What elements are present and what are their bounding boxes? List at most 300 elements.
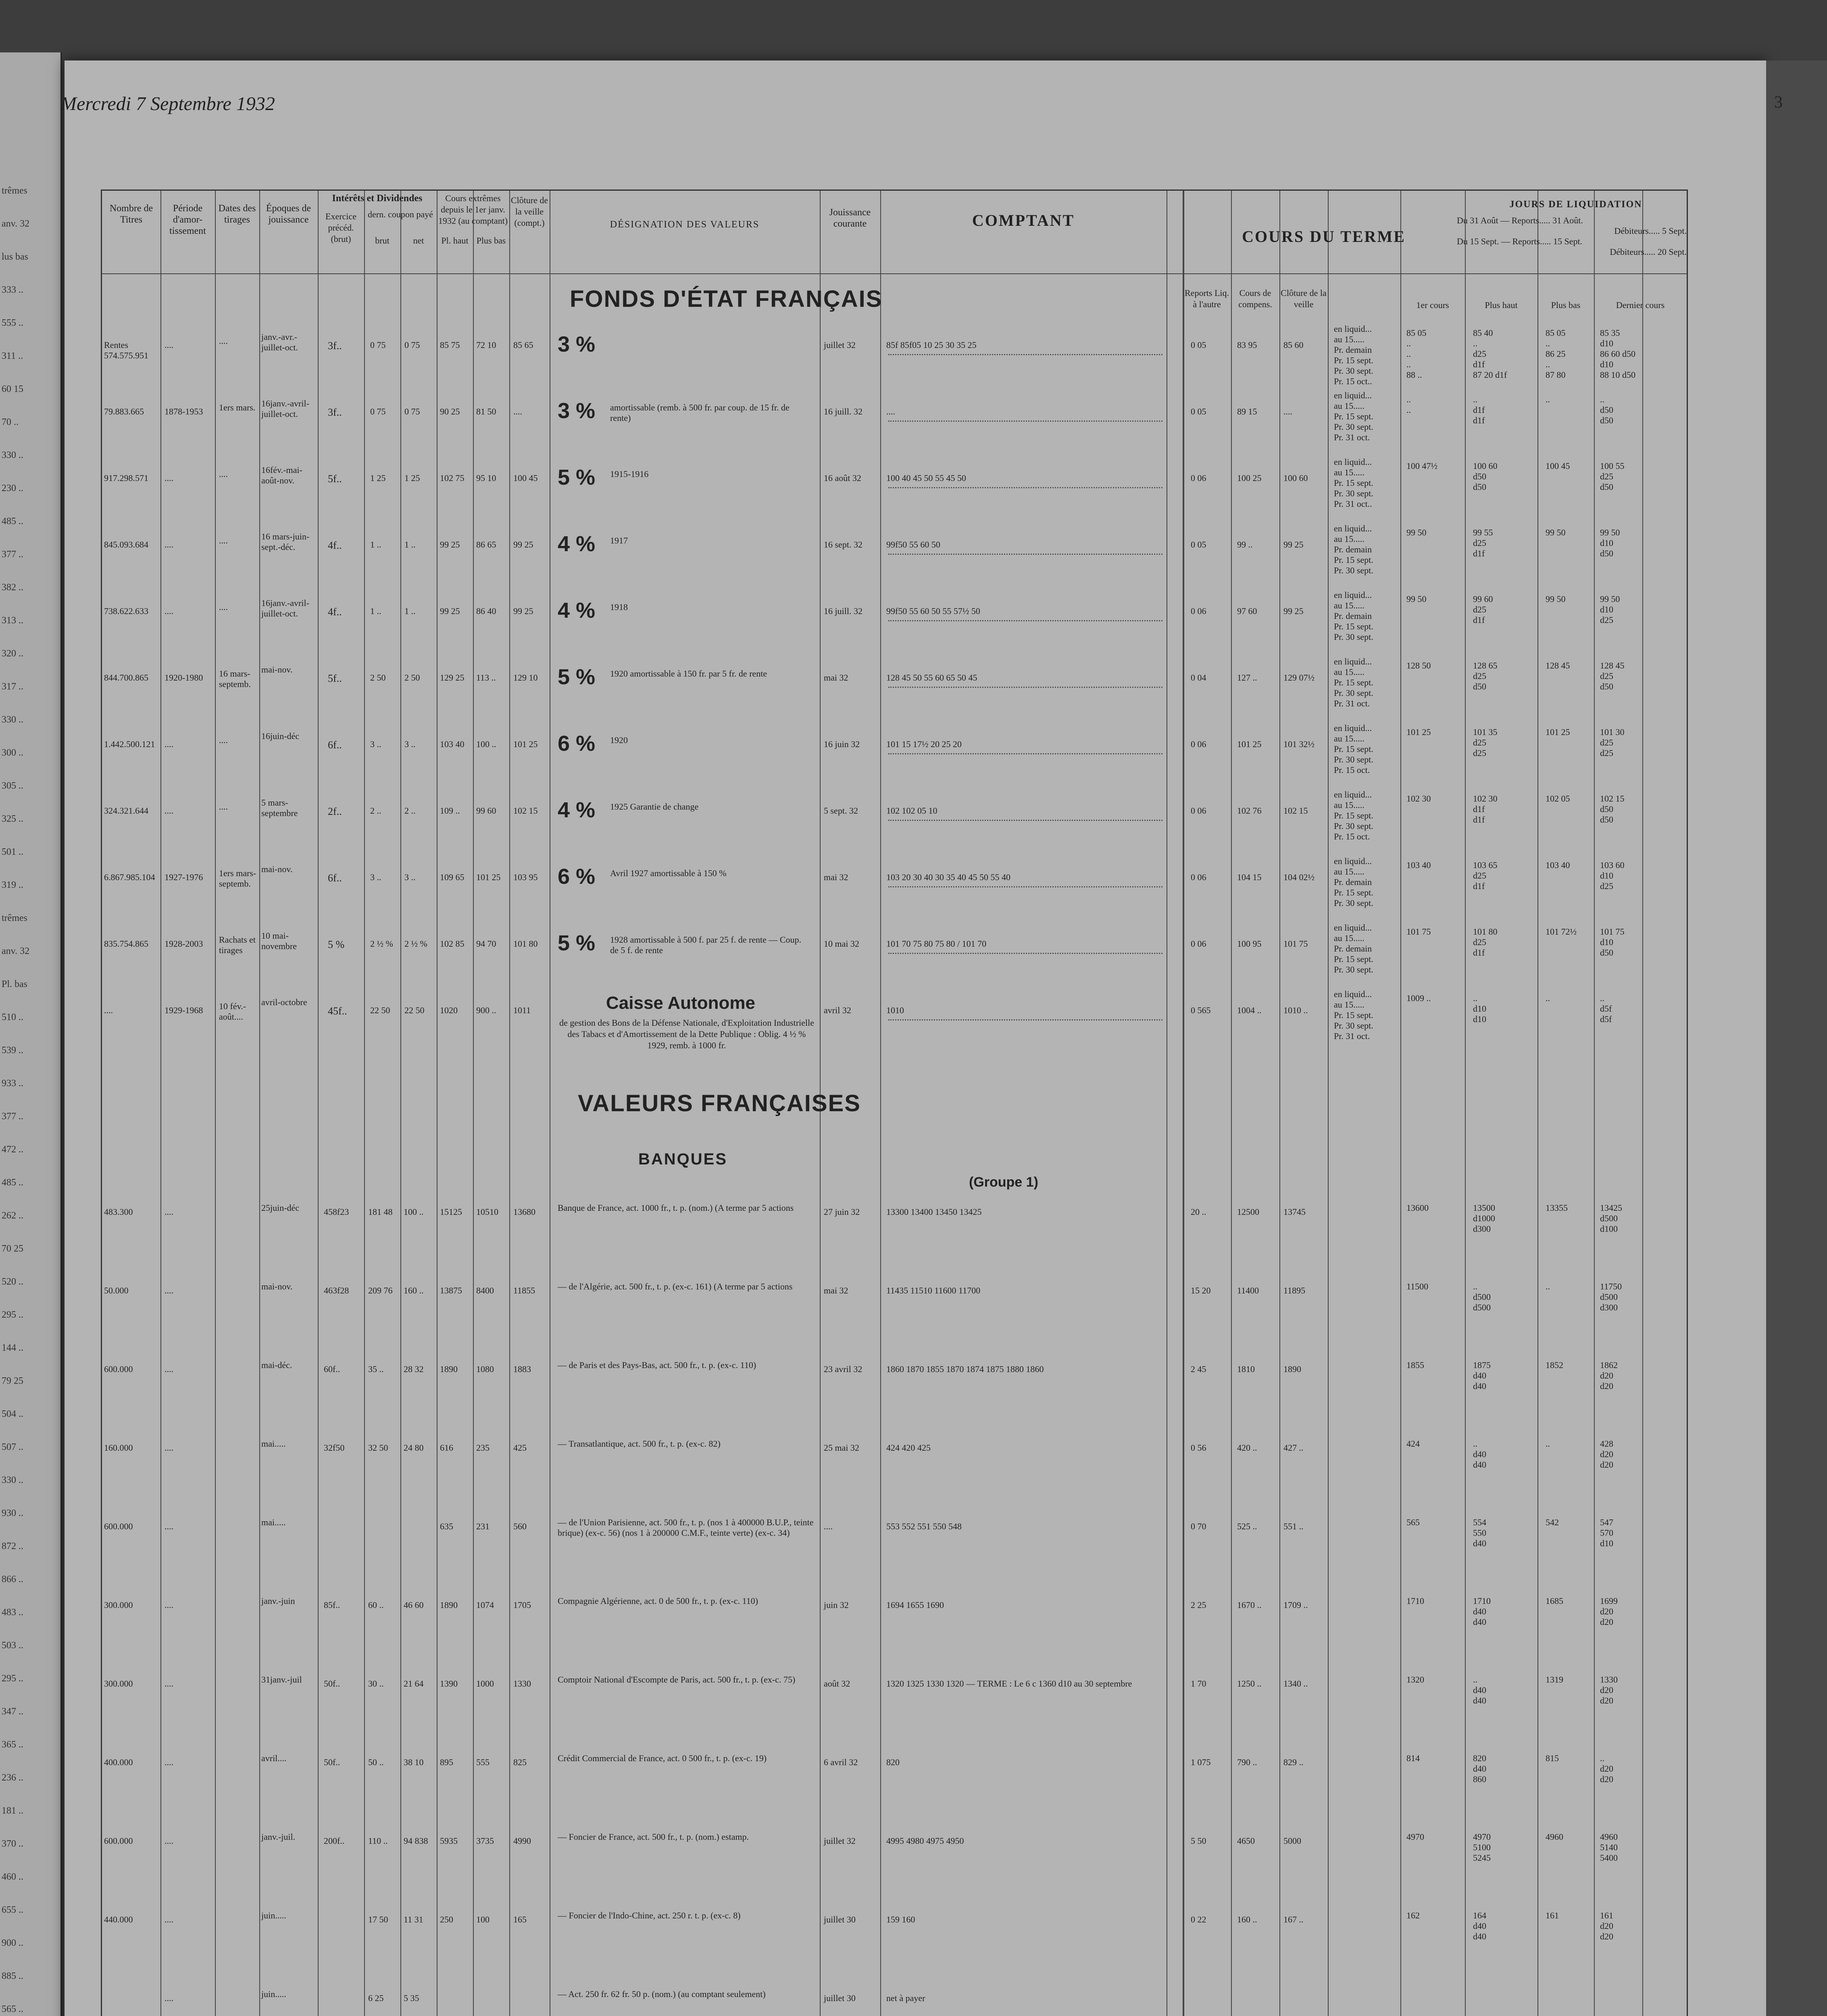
rente-row: [102, 523, 1687, 588]
coupon-net: 24 80: [404, 1443, 424, 1453]
cours-plus-bas: 8400: [476, 1285, 494, 1295]
premier-cours: 101 75: [1406, 927, 1431, 937]
plus-haut-terme: .. d10 d10: [1473, 993, 1486, 1024]
dernier-cours: 128 45 d25 d50: [1600, 660, 1625, 691]
exercice-precedent: 5f..: [328, 673, 342, 684]
exercice-precedent: 200f..: [324, 1836, 345, 1846]
periode-amortissement: ....: [165, 1207, 173, 1217]
exercice-precedent: 4f..: [328, 606, 342, 618]
coupon-brut: 32 50: [368, 1443, 388, 1453]
epoque-jouissance: 10 mai-novembre: [261, 931, 297, 951]
plus-bas-terme: 100 45: [1546, 461, 1570, 471]
cours-plus-haut: 90 25: [440, 406, 460, 417]
previous-page-fragment: 317 ..: [2, 681, 23, 692]
cours-plus-haut: 109 65: [440, 872, 465, 882]
jouissance-courante: 27 juin 32: [824, 1207, 860, 1217]
reports: 0 05: [1191, 406, 1206, 417]
reports: 0 05: [1191, 539, 1206, 550]
dates-tirages: ....: [219, 469, 228, 479]
cours-compens: 89 15: [1237, 406, 1257, 417]
previous-page-fragment: 330 ..: [2, 450, 23, 460]
cours-compens: 4650: [1237, 1836, 1255, 1846]
premier-cours: 103 40: [1406, 860, 1431, 870]
periode-amortissement: ....: [165, 606, 173, 616]
nombre-titres: 79.883.665: [104, 406, 144, 417]
terme-echeances: en liquid... au 15..... Pr. 15 sept. Pr. 30 sept. Pr. 15 oct.: [1334, 723, 1373, 775]
epoque-jouissance: 31janv.-juil: [261, 1674, 302, 1685]
cours-plus-haut: 1890: [440, 1364, 458, 1374]
coupon-net: 2 ½ %: [404, 939, 427, 949]
periode-amortissement: 1920-1980: [165, 673, 203, 683]
coupon-net: 1 ..: [404, 539, 416, 550]
header-plus-bas: Plus bas: [476, 235, 506, 246]
reports: 0 70: [1191, 1521, 1206, 1531]
dernier-cours: 1699 d20 d20: [1600, 1596, 1618, 1627]
comptant-cours: 159 160: [886, 1914, 915, 1924]
coupon-net: 46 60: [404, 1600, 424, 1610]
periode-amortissement: ....: [165, 539, 173, 550]
rente-taux: 5 %: [558, 465, 596, 489]
coupon-brut: 0 75: [370, 406, 386, 417]
header-premier-cours: 1er cours: [1416, 300, 1449, 310]
nombre-titres: 917.298.571: [104, 473, 148, 483]
periode-amortissement: ....: [165, 1600, 173, 1610]
cours-plus-bas: 72 10: [476, 340, 496, 350]
previous-page-fragment: 70 ..: [2, 417, 19, 427]
coupon-net: 1 25: [404, 473, 420, 483]
premier-cours: 565: [1406, 1517, 1420, 1527]
plus-bas-terme: ..: [1546, 993, 1550, 1003]
banque-row: [102, 1348, 1687, 1425]
previous-page-fragment: 555 ..: [2, 318, 23, 328]
section-valeurs-francaises: VALEURS FRANÇAISES: [578, 1090, 861, 1116]
cours-plus-haut: 1390: [440, 1679, 458, 1689]
terme-echeances: en liquid... au 15..... Pr. demain Pr. 15 sept. Pr. 30 sept. Pr. 15 oct..: [1334, 324, 1373, 386]
plus-bas-terme: 1685: [1546, 1596, 1563, 1606]
header-designation: DÉSIGNATION DES VALEURS: [610, 219, 760, 230]
plus-bas-terme: 13355: [1546, 1203, 1568, 1213]
epoque-jouissance: 16 mars-juin-sept.-déc.: [261, 531, 310, 552]
dates-tirages: 10 fév.-août....: [219, 1001, 246, 1022]
coupon-net: 1 ..: [404, 606, 416, 616]
plus-bas-terme: 542: [1546, 1517, 1559, 1527]
coupon-brut: 22 50: [370, 1005, 390, 1015]
cloture-veille: 825: [513, 1757, 527, 1767]
exercice-precedent: 45f..: [328, 1005, 347, 1017]
terme-echeances: en liquid... au 15..... Pr. demain Pr. 15 sept. Pr. 30 sept.: [1334, 590, 1373, 642]
jouissance-courante: 16 juin 32: [824, 739, 860, 749]
cours-plus-bas: 231: [476, 1521, 490, 1531]
banque-row: [102, 1662, 1687, 1739]
designation: — de l'Algérie, act. 500 fr., t. p. (ex-c. 161) (A terme par 5 actions: [558, 1281, 793, 1291]
cours-compens: 525 ..: [1237, 1521, 1257, 1531]
plus-haut-terme: 99 60 d25 d1f: [1473, 594, 1493, 625]
previous-page-fragment: 325 ..: [2, 814, 23, 824]
cloture-veille-terme: ....: [1283, 406, 1292, 417]
terme-echeances: en liquid... au 15..... Pr. 15 sept. Pr. 30 sept. Pr. 31 oct.: [1334, 989, 1373, 1041]
rente-taux: 6 %: [558, 864, 596, 889]
rente-taux: 4 %: [558, 598, 596, 623]
cloture-veille-terme: 102 15: [1283, 806, 1308, 816]
exercice-precedent: 2f..: [328, 806, 342, 817]
dates-tirages: ....: [219, 602, 228, 612]
rente-taux: 3 %: [558, 332, 596, 356]
reports: 0 06: [1191, 872, 1206, 882]
cours-plus-bas: 3735: [476, 1836, 494, 1846]
cloture-veille: 102 15: [513, 806, 538, 816]
comptant-cours: 99f50 55 60 50 55 57½ 50: [886, 606, 980, 616]
reports: 0 06: [1191, 739, 1206, 749]
cloture-veille: 1705: [513, 1600, 531, 1610]
nombre-titres: 324.321.644: [104, 806, 148, 816]
premier-cours: 85 05 .. .. .. 88 ..: [1406, 328, 1427, 380]
jouissance-courante: juillet 30: [824, 1993, 856, 2003]
header-plus-bas-terme: Plus bas: [1551, 300, 1581, 310]
cours-plus-bas: 100: [476, 1914, 490, 1924]
cours-plus-haut: 1890: [440, 1600, 458, 1610]
cours-plus-bas: 900 ..: [476, 1005, 496, 1015]
previous-page-fragment: 930 ..: [2, 1508, 23, 1518]
premier-cours: 1320: [1406, 1674, 1424, 1685]
premier-cours: 102 30: [1406, 793, 1431, 804]
cours-plus-bas: 81 50: [476, 406, 496, 417]
periode-amortissement: 1929-1968: [165, 1005, 203, 1015]
epoque-jouissance: mai.....: [261, 1439, 286, 1449]
previous-page-fragment: 320 ..: [2, 648, 23, 659]
cours-plus-haut: 99 25: [440, 606, 460, 616]
jouissance-courante: juillet 32: [824, 1836, 856, 1846]
cours-compens: 1810: [1237, 1364, 1255, 1374]
comptant-cours: 100 40 45 50 55 45 50: [886, 473, 966, 483]
epoque-jouissance: 25juin-déc: [261, 1203, 300, 1213]
cloture-veille: 101 25: [513, 739, 538, 749]
plus-bas-terme: 815: [1546, 1753, 1559, 1763]
cours-compens: 160 ..: [1237, 1914, 1257, 1924]
cours-compens: 104 15: [1237, 872, 1262, 882]
plus-haut-terme: 102 30 d1f d1f: [1473, 793, 1498, 825]
coupon-net: 5 35: [404, 1993, 419, 2003]
cours-plus-bas: 99 60: [476, 806, 496, 816]
nombre-titres: 50.000: [104, 1285, 129, 1295]
previous-page-fragment: 262 ..: [2, 1210, 23, 1221]
page-edge-right: [1766, 60, 1827, 2016]
cloture-veille: 165: [513, 1914, 527, 1924]
designation: Compagnie Algérienne, act. 0 de 500 fr., t. p. (ex-c. 110): [558, 1596, 758, 1606]
coupon-brut: 2 ½ %: [370, 939, 393, 949]
nombre-titres: ....: [104, 1005, 113, 1015]
cours-compens: 83 95: [1237, 340, 1257, 350]
premier-cours: 424: [1406, 1439, 1420, 1449]
liquidation-line-2: Débiteurs..... 5 Sept.: [1614, 226, 1687, 236]
header-cours-du-terme: COURS DU TERME: [1242, 227, 1406, 246]
banque-row: [102, 1820, 1687, 1896]
plus-haut-terme: 4970 5100 5245: [1473, 1832, 1491, 1863]
header-cloture-veille-terme: Clôture de la veille: [1281, 288, 1327, 309]
cours-plus-bas: 10510: [476, 1207, 498, 1217]
designation: 1920: [610, 735, 628, 745]
terme-echeances: en liquid... au 15..... Pr. 15 sept. Pr. 30 sept. Pr. 31 oct.: [1334, 390, 1373, 442]
epoque-jouissance: 16fév.-mai-août-nov.: [261, 465, 302, 485]
previous-page-fragment: 230 ..: [2, 483, 23, 494]
comptant-cours: 99f50 55 60 50: [886, 539, 940, 550]
rente-taux: 5 %: [558, 931, 596, 955]
cloture-veille: 101 80: [513, 939, 538, 949]
header-cours-compens: Cours de compens.: [1238, 288, 1272, 309]
cloture-veille: 1011: [513, 1005, 531, 1015]
previous-page-fragment: 295 ..: [2, 1310, 23, 1320]
plus-haut-terme: .. d500 d500: [1473, 1281, 1491, 1312]
plus-haut-terme: 1875 d40 d40: [1473, 1360, 1491, 1391]
dernier-cours: 101 30 d25 d25: [1600, 727, 1625, 758]
coupon-net: 22 50: [404, 1005, 425, 1015]
comptant-cours: 553 552 551 550 548: [886, 1521, 962, 1531]
nombre-titres: 160.000: [104, 1443, 133, 1453]
cours-compens: 127 ..: [1237, 673, 1257, 683]
previous-page-fragment: 295 ..: [2, 1673, 23, 1684]
rente-taux: 4 %: [558, 532, 596, 556]
cours-plus-haut: 102 75: [440, 473, 465, 483]
cours-compens: 420 ..: [1237, 1443, 1257, 1453]
plus-haut-terme: 13500 d1000 d300: [1473, 1203, 1495, 1234]
dernier-cours: 85 35 d10 86 60 d50 d10 88 10 d50: [1600, 328, 1635, 380]
previous-page-fragment: 503 ..: [2, 1640, 23, 1651]
rente-taux: 5 %: [558, 665, 596, 689]
previous-page-fragment: 181 ..: [2, 1806, 23, 1816]
header-nombre-titres: Nombre de Titres: [109, 203, 153, 225]
header-net: net: [413, 235, 424, 246]
periode-amortissement: ....: [165, 1914, 173, 1924]
dates-tirages: ....: [219, 802, 228, 812]
cloture-veille: 100 45: [513, 473, 538, 483]
epoque-jouissance: janv.-juin: [261, 1596, 295, 1606]
cours-plus-bas: 555: [476, 1757, 490, 1767]
reports: 0 06: [1191, 606, 1206, 616]
header-comptant: COMPTANT: [972, 211, 1075, 229]
premier-cours: 162: [1406, 1910, 1420, 1920]
cloture-veille-terme: 167 ..: [1283, 1914, 1304, 1924]
plus-bas-terme: ..: [1546, 1281, 1550, 1291]
jouissance-courante: avril 32: [824, 1005, 851, 1015]
periode-amortissement: 1927-1976: [165, 872, 203, 882]
previous-page-fragment: 319 ..: [2, 880, 23, 890]
dernier-cours: 1330 d20 d20: [1600, 1674, 1618, 1706]
jouissance-courante: ....: [824, 1521, 833, 1531]
previous-page-edge: [0, 52, 62, 2016]
nombre-titres: 300.000: [104, 1679, 133, 1689]
cours-plus-haut: 103 40: [440, 739, 465, 749]
nombre-titres: 483.300: [104, 1207, 133, 1217]
terme-echeances: en liquid... au 15..... Pr. demain Pr. 15 sept. Pr. 30 sept.: [1334, 856, 1373, 908]
epoque-jouissance: janv.-juil.: [261, 1832, 296, 1842]
terme-echeances: en liquid... au 15..... Pr. demain Pr. 15 sept. Pr. 30 sept.: [1334, 523, 1373, 575]
cloture-veille-terme: 13745: [1283, 1207, 1306, 1217]
groupe-label: (Groupe 1): [969, 1175, 1038, 1190]
dernier-cours: 99 50 d10 d25: [1600, 594, 1620, 625]
cours-plus-bas: 101 25: [476, 872, 501, 882]
periode-amortissement: ....: [165, 473, 173, 483]
header-plus-haut-terme: Plus haut: [1485, 300, 1518, 310]
plus-haut-terme: .. d40 d40: [1473, 1674, 1486, 1706]
quotation-table: [101, 190, 1688, 2016]
section-fonds-etat: FONDS D'ÉTAT FRANÇAIS: [570, 286, 883, 312]
premier-cours: 99 50: [1406, 527, 1427, 537]
jouissance-courante: 25 mai 32: [824, 1443, 859, 1453]
exercice-precedent: 85f..: [324, 1600, 340, 1610]
banque-row: [102, 1269, 1687, 1346]
reports: 0 22: [1191, 1914, 1206, 1924]
coupon-brut: 35 ..: [368, 1364, 384, 1374]
reports: 0 06: [1191, 806, 1206, 816]
designation: Crédit Commercial de France, act. 0 500 fr., t. p. (ex-c. 19): [558, 1753, 767, 1763]
jouissance-courante: 23 avril 32: [824, 1364, 862, 1374]
terme-echeances: en liquid... au 15..... Pr. 15 sept. Pr. 30 sept. Pr. 15 oct.: [1334, 789, 1373, 841]
epoque-jouissance: mai-nov.: [261, 1281, 293, 1291]
coupon-brut: 3 ..: [370, 872, 381, 882]
header-dates-tirages: Dates des tirages: [218, 203, 256, 225]
dernier-cours: .. d20 d20: [1600, 1753, 1613, 1784]
cours-compens: 100 95: [1237, 939, 1262, 949]
cloture-veille: 425: [513, 1443, 527, 1453]
cloture-veille-terme: 427 ..: [1283, 1443, 1304, 1453]
designation: 1928 amortissable à 500 f. par 25 f. de rente — Coup. de 5 f. de rente: [610, 935, 802, 955]
previous-page-fragment: 539 ..: [2, 1045, 23, 1056]
liquidation-line-1: Du 31 Août — Reports..... 31 Août.: [1457, 215, 1583, 225]
premier-cours: 101 25: [1406, 727, 1431, 737]
previous-page-fragment: 460 ..: [2, 1872, 23, 1882]
designation: — de l'Union Parisienne, act. 500 fr., t. p. (nos 1 à 400000 B.U.P., teinte brique) (ex-c. 56) (nos 1 à 200000 C.M.F., teinte verte) (ex-c. 34): [558, 1517, 814, 1538]
comptant-cours: 103 20 30 40 30 35 40 45 50 55 40: [886, 872, 1010, 882]
rente-taux: 6 %: [558, 731, 596, 756]
cours-plus-haut: 250: [440, 1914, 453, 1924]
cours-plus-bas: 1000: [476, 1679, 494, 1689]
plus-bas-terme: 103 40: [1546, 860, 1570, 870]
jouissance-courante: août 32: [824, 1679, 850, 1689]
epoque-jouissance: janv.-avr.-juillet-oct.: [261, 332, 298, 352]
exercice-precedent: 6f..: [328, 872, 342, 884]
nombre-titres: 738.622.633: [104, 606, 148, 616]
banque-row: [102, 1977, 1687, 2016]
reports: 20 ..: [1191, 1207, 1206, 1217]
reports: 15 20: [1191, 1285, 1211, 1295]
cloture-veille-terme: 1340 ..: [1283, 1679, 1308, 1689]
plus-haut-terme: 164 d40 d40: [1473, 1910, 1486, 1941]
designation: 1918: [610, 602, 628, 612]
section-caisse-autonome: Caisse Autonome: [606, 993, 756, 1013]
exercice-precedent: 458f23: [324, 1207, 349, 1217]
liquidation-line-3: Du 15 Sept. — Reports..... 15 Sept.: [1457, 236, 1583, 246]
dates-tirages: ....: [219, 735, 228, 745]
epoque-jouissance: juin.....: [261, 1989, 286, 1999]
rente-row: [102, 324, 1687, 388]
cours-compens: 1004 ..: [1237, 1005, 1262, 1015]
previous-page-fragment: 485 ..: [2, 1177, 23, 1188]
coupon-brut: 2 ..: [370, 806, 381, 816]
comptant-cours: 11435 11510 11600 11700: [886, 1285, 981, 1295]
epoque-jouissance: mai-nov.: [261, 864, 293, 874]
cours-plus-haut: 5935: [440, 1836, 458, 1846]
epoque-jouissance: 16janv.-avril-juillet-oct.: [261, 398, 309, 419]
reports: 2 45: [1191, 1364, 1206, 1374]
jouissance-courante: 16 août 32: [824, 473, 861, 483]
banque-row: [102, 1427, 1687, 1503]
previous-page-fragment: 144 ..: [2, 1343, 23, 1353]
section-banques: BANQUES: [638, 1150, 728, 1168]
cloture-veille-terme: 11895: [1283, 1285, 1306, 1295]
dernier-cours: .. d50 d50: [1600, 394, 1613, 425]
liquidation-line-4: Débiteurs..... 20 Sept.: [1610, 247, 1687, 257]
rente-row: [102, 856, 1687, 921]
cloture-veille-terme: 101 32½: [1283, 739, 1315, 749]
jouissance-courante: 5 sept. 32: [824, 806, 858, 816]
designation: 1925 Garantie de change: [610, 802, 699, 812]
previous-page-fragment: 236 ..: [2, 1772, 23, 1783]
coupon-net: 0 75: [404, 406, 420, 417]
reports: 0 05: [1191, 340, 1206, 350]
previous-page-fragment: 507 ..: [2, 1442, 23, 1452]
reports: 5 50: [1191, 1836, 1206, 1846]
cours-plus-haut: 635: [440, 1521, 453, 1531]
designation: — Foncier de l'Indo-Chine, act. 250 r. t. p. (ex-c. 8): [558, 1910, 741, 1920]
comptant-cours: 424 420 425: [886, 1443, 931, 1453]
cloture-veille-terme: 829 ..: [1283, 1757, 1304, 1767]
previous-page-fragment: 79 25: [2, 1376, 23, 1386]
header-cours-extremes: Cours extrêmes depuis le 1er janv. 1932 (au comptant): [438, 193, 508, 226]
dates-tirages: 1ers mars.: [219, 402, 256, 412]
coupon-net: 160 ..: [404, 1285, 424, 1295]
periode-amortissement: ....: [165, 739, 173, 749]
dernier-cours: 102 15 d50 d50: [1600, 793, 1625, 825]
coupon-brut: 50 ..: [368, 1757, 384, 1767]
plus-haut-terme: 100 60 d50 d50: [1473, 461, 1498, 492]
designation: — Transatlantique, act. 500 fr., t. p. (ex-c. 82): [558, 1439, 721, 1449]
previous-page-fragment: 370 ..: [2, 1839, 23, 1849]
periode-amortissement: ....: [165, 1285, 173, 1295]
nombre-titres: 300.000: [104, 1600, 133, 1610]
coupon-brut: 60 ..: [368, 1600, 384, 1610]
header-interets-dividendes: Intérêts et Dividendes: [332, 193, 423, 204]
cloture-veille: 99 25: [513, 606, 533, 616]
cours-plus-haut: 109 ..: [440, 806, 460, 816]
cours-plus-haut: 129 25: [440, 673, 465, 683]
header-brut: brut: [375, 235, 390, 246]
page-header-date: Mercredi 7 Septembre 1932: [60, 93, 275, 115]
header-periode-amortissement: Période d'amor-tissement: [169, 203, 206, 236]
exercice-precedent: 50f..: [324, 1679, 340, 1689]
plus-bas-terme: 4960: [1546, 1832, 1563, 1842]
reports: 0 04: [1191, 673, 1206, 683]
jouissance-courante: 16 juill. 32: [824, 406, 862, 417]
plus-haut-terme: 101 80 d25 d1f: [1473, 927, 1498, 958]
epoque-jouissance: mai.....: [261, 1517, 286, 1527]
cloture-veille-terme: 1890: [1283, 1364, 1301, 1374]
plus-bas-terme: 1319: [1546, 1674, 1563, 1685]
exercice-precedent: 3f..: [328, 406, 342, 418]
coupon-brut: 17 50: [368, 1914, 388, 1924]
dernier-cours: 1862 d20 d20: [1600, 1360, 1618, 1391]
header-dernier-cours: Dernier cours: [1616, 300, 1665, 310]
cloture-veille-terme: 99 25: [1283, 539, 1304, 550]
cours-compens: 790 ..: [1237, 1757, 1257, 1767]
coupon-brut: 0 75: [370, 340, 386, 350]
cours-plus-bas: 86 65: [476, 539, 496, 550]
exercice-precedent: 3f..: [328, 340, 342, 352]
nombre-titres: 600.000: [104, 1521, 133, 1531]
coupon-net: 2 50: [404, 673, 420, 683]
previous-page-fragment: 510 ..: [2, 1012, 23, 1023]
dernier-cours: 13425 d500 d100: [1600, 1203, 1622, 1234]
reports: 1 70: [1191, 1679, 1206, 1689]
cloture-veille: 85 65: [513, 340, 533, 350]
